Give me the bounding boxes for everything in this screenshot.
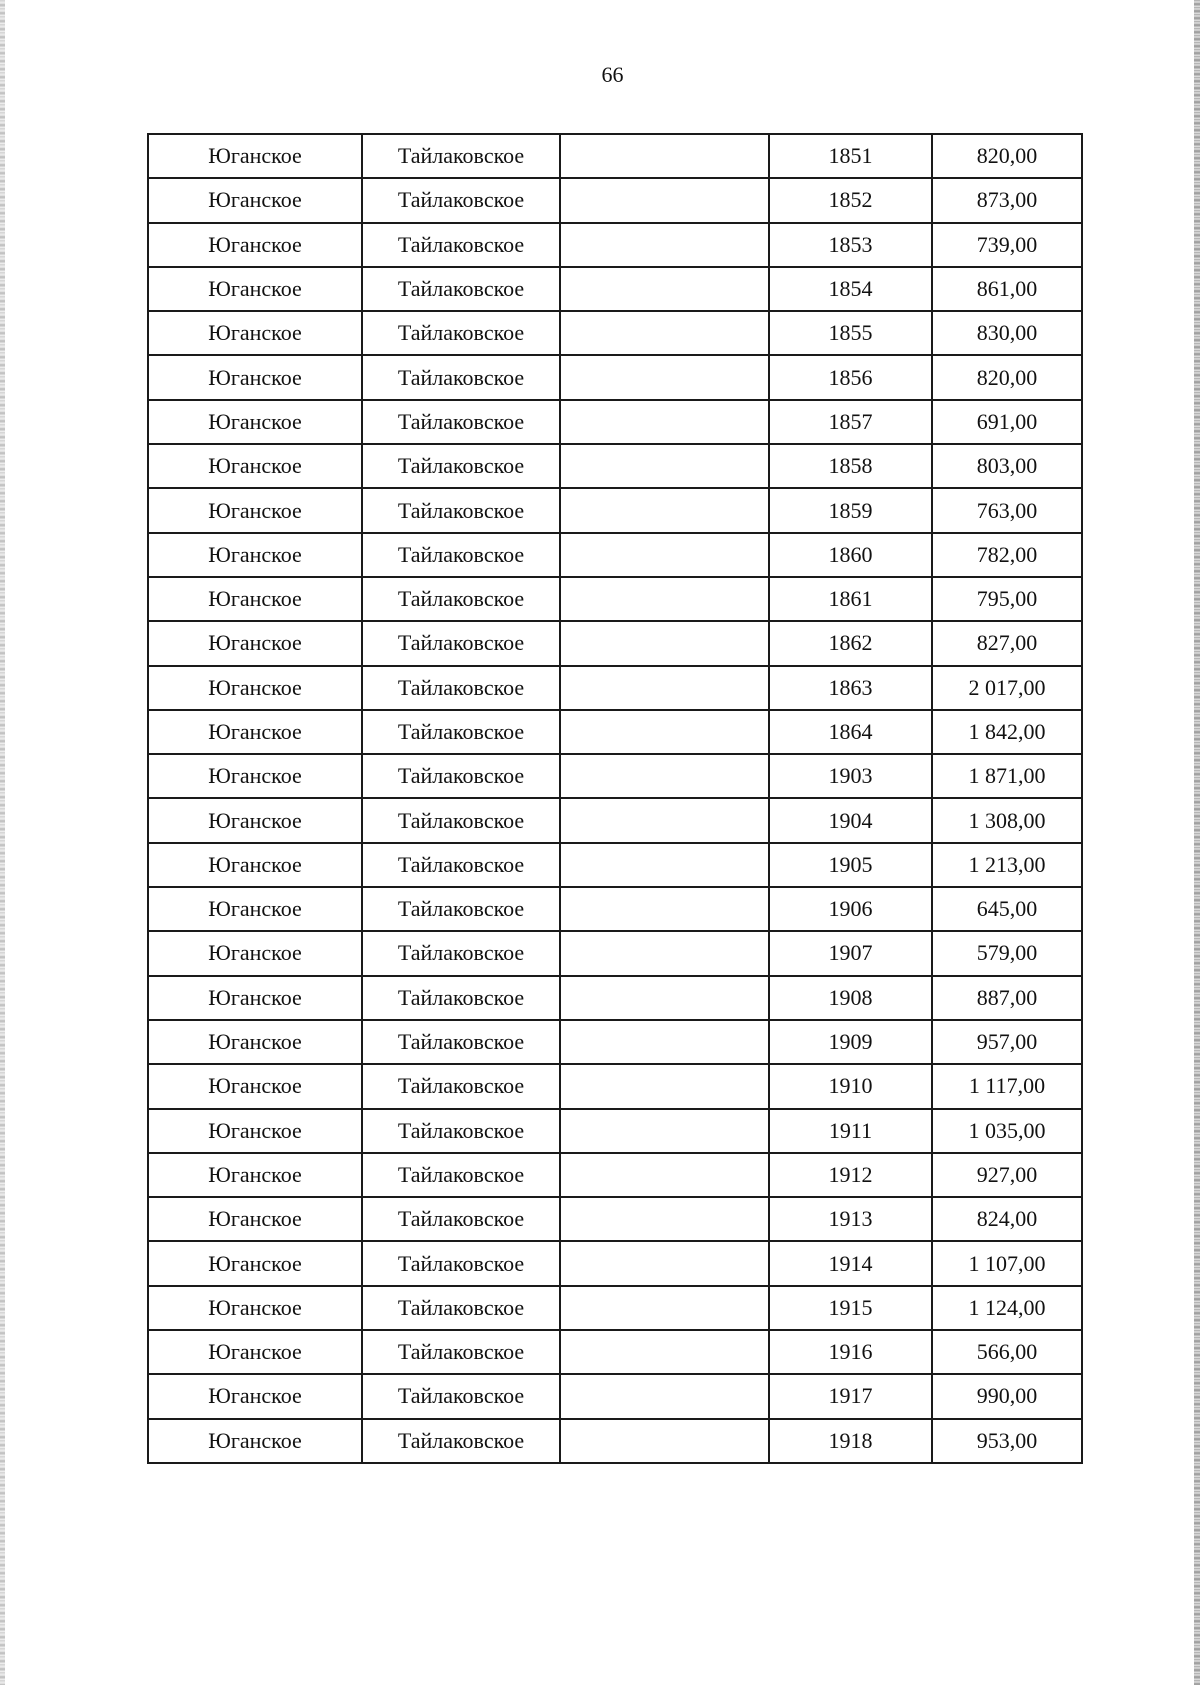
field-name-cell: Юганское [148,1197,362,1241]
table-row [148,223,1082,267]
value-cell: 887,00 [932,976,1082,1020]
value-cell: 795,00 [932,577,1082,621]
empty-cell [560,754,769,798]
license-area-cell: Тайлаковское [362,1374,560,1418]
table-row [148,1064,1082,1108]
well-number-cell: 1909 [769,1020,932,1064]
well-number-cell: 1908 [769,976,932,1020]
license-area-cell: Тайлаковское [362,1153,560,1197]
well-number-cell: 1912 [769,1153,932,1197]
empty-cell [560,1020,769,1064]
value-cell: 830,00 [932,311,1082,355]
value-cell: 1 871,00 [932,754,1082,798]
page-number: 66 [601,62,624,87]
document-table-container [147,133,1083,1464]
value-cell: 824,00 [932,1197,1082,1241]
empty-cell [560,1241,769,1285]
well-number-cell: 1905 [769,843,932,887]
empty-cell [560,577,769,621]
value-cell: 645,00 [932,887,1082,931]
license-area-cell: Тайлаковское [362,1197,560,1241]
empty-cell [560,355,769,399]
value-cell: 1 117,00 [932,1064,1082,1108]
value-cell: 1 213,00 [932,843,1082,887]
value-cell: 990,00 [932,1374,1082,1418]
well-number-cell: 1851 [769,134,932,178]
field-name-cell: Юганское [148,666,362,710]
field-name-cell: Юганское [148,887,362,931]
field-name-cell: Юганское [148,1153,362,1197]
well-number-cell: 1903 [769,754,932,798]
well-number-cell: 1853 [769,223,932,267]
well-number-cell: 1916 [769,1330,932,1374]
value-cell: 803,00 [932,444,1082,488]
table-row [148,1241,1082,1285]
license-area-cell: Тайлаковское [362,311,560,355]
table-row [148,311,1082,355]
field-name-cell: Юганское [148,178,362,222]
value-cell: 827,00 [932,621,1082,665]
license-area-cell: Тайлаковское [362,223,560,267]
empty-cell [560,1286,769,1330]
table-row [148,577,1082,621]
license-area-cell: Тайлаковское [362,577,560,621]
value-cell: 953,00 [932,1419,1082,1463]
field-name-cell: Юганское [148,1330,362,1374]
empty-cell [560,1109,769,1153]
empty-cell [560,1419,769,1463]
well-number-cell: 1859 [769,488,932,532]
well-number-cell: 1854 [769,267,932,311]
value-cell: 927,00 [932,1153,1082,1197]
well-number-cell: 1917 [769,1374,932,1418]
value-cell: 691,00 [932,400,1082,444]
license-area-cell: Тайлаковское [362,1330,560,1374]
field-name-cell: Юганское [148,577,362,621]
value-cell: 1 308,00 [932,798,1082,842]
license-area-cell: Тайлаковское [362,533,560,577]
field-name-cell: Юганское [148,1374,362,1418]
table-body [148,134,1082,1463]
well-number-cell: 1904 [769,798,932,842]
table-row [148,355,1082,399]
table-row [148,931,1082,975]
empty-cell [560,843,769,887]
table-row [148,1109,1082,1153]
license-area-cell: Тайлаковское [362,488,560,532]
table-row [148,267,1082,311]
empty-cell [560,931,769,975]
well-number-cell: 1852 [769,178,932,222]
table-row [148,843,1082,887]
value-cell: 1 124,00 [932,1286,1082,1330]
field-name-cell: Юганское [148,843,362,887]
table-row [148,1419,1082,1463]
license-area-cell: Тайлаковское [362,798,560,842]
empty-cell [560,134,769,178]
well-number-cell: 1913 [769,1197,932,1241]
empty-cell [560,798,769,842]
license-area-cell: Тайлаковское [362,1419,560,1463]
table-row [148,621,1082,665]
license-area-cell: Тайлаковское [362,1064,560,1108]
empty-cell [560,488,769,532]
well-number-cell: 1855 [769,311,932,355]
table-row [148,754,1082,798]
well-number-cell: 1860 [769,533,932,577]
empty-cell [560,887,769,931]
well-number-cell: 1911 [769,1109,932,1153]
field-name-cell: Юганское [148,1064,362,1108]
field-name-cell: Юганское [148,1419,362,1463]
well-number-cell: 1862 [769,621,932,665]
table-row [148,887,1082,931]
empty-cell [560,666,769,710]
empty-cell [560,1197,769,1241]
field-name-cell: Юганское [148,1241,362,1285]
value-cell: 820,00 [932,134,1082,178]
well-number-cell: 1856 [769,355,932,399]
empty-cell [560,1153,769,1197]
well-number-cell: 1863 [769,666,932,710]
value-cell: 820,00 [932,355,1082,399]
table-row [148,1330,1082,1374]
license-area-cell: Тайлаковское [362,400,560,444]
well-number-cell: 1907 [769,931,932,975]
field-name-cell: Юганское [148,1109,362,1153]
field-name-cell: Юганское [148,488,362,532]
table-row [148,1020,1082,1064]
table-row [148,533,1082,577]
well-number-cell: 1915 [769,1286,932,1330]
empty-cell [560,223,769,267]
value-cell: 1 107,00 [932,1241,1082,1285]
license-area-cell: Тайлаковское [362,887,560,931]
empty-cell [560,976,769,1020]
field-name-cell: Юганское [148,355,362,399]
well-number-cell: 1858 [769,444,932,488]
empty-cell [560,1064,769,1108]
empty-cell [560,444,769,488]
license-area-cell: Тайлаковское [362,754,560,798]
license-area-cell: Тайлаковское [362,1020,560,1064]
license-area-cell: Тайлаковское [362,931,560,975]
value-cell: 763,00 [932,488,1082,532]
value-cell: 782,00 [932,533,1082,577]
license-area-cell: Тайлаковское [362,976,560,1020]
value-cell: 739,00 [932,223,1082,267]
value-cell: 1 842,00 [932,710,1082,754]
license-area-cell: Тайлаковское [362,178,560,222]
value-cell: 2 017,00 [932,666,1082,710]
well-number-cell: 1857 [769,400,932,444]
table-row [148,666,1082,710]
field-name-cell: Юганское [148,533,362,577]
empty-cell [560,178,769,222]
value-cell: 957,00 [932,1020,1082,1064]
license-area-cell: Тайлаковское [362,134,560,178]
table-row [148,134,1082,178]
value-cell: 566,00 [932,1330,1082,1374]
value-cell: 873,00 [932,178,1082,222]
empty-cell [560,533,769,577]
field-name-cell: Юганское [148,223,362,267]
table-row [148,1286,1082,1330]
empty-cell [560,400,769,444]
field-name-cell: Юганское [148,931,362,975]
table-row [148,1153,1082,1197]
license-area-cell: Тайлаковское [362,1241,560,1285]
table-row [148,488,1082,532]
wells-table [147,133,1083,1464]
table-row [148,178,1082,222]
field-name-cell: Юганское [148,621,362,665]
table-row [148,798,1082,842]
field-name-cell: Юганское [148,1286,362,1330]
scan-edge-left [0,0,5,1685]
field-name-cell: Юганское [148,134,362,178]
field-name-cell: Юганское [148,400,362,444]
field-name-cell: Юганское [148,710,362,754]
empty-cell [560,267,769,311]
license-area-cell: Тайлаковское [362,444,560,488]
well-number-cell: 1864 [769,710,932,754]
well-number-cell: 1914 [769,1241,932,1285]
field-name-cell: Юганское [148,754,362,798]
table-row [148,1197,1082,1241]
field-name-cell: Юганское [148,311,362,355]
well-number-cell: 1906 [769,887,932,931]
empty-cell [560,1330,769,1374]
empty-cell [560,1374,769,1418]
well-number-cell: 1910 [769,1064,932,1108]
value-cell: 861,00 [932,267,1082,311]
license-area-cell: Тайлаковское [362,621,560,665]
field-name-cell: Юганское [148,1020,362,1064]
empty-cell [560,311,769,355]
field-name-cell: Юганское [148,267,362,311]
value-cell: 579,00 [932,931,1082,975]
license-area-cell: Тайлаковское [362,666,560,710]
license-area-cell: Тайлаковское [362,1109,560,1153]
table-row [148,444,1082,488]
value-cell: 1 035,00 [932,1109,1082,1153]
field-name-cell: Юганское [148,444,362,488]
empty-cell [560,710,769,754]
license-area-cell: Тайлаковское [362,1286,560,1330]
well-number-cell: 1861 [769,577,932,621]
table-row [148,976,1082,1020]
field-name-cell: Юганское [148,798,362,842]
license-area-cell: Тайлаковское [362,843,560,887]
table-row [148,1374,1082,1418]
license-area-cell: Тайлаковское [362,267,560,311]
well-number-cell: 1918 [769,1419,932,1463]
license-area-cell: Тайлаковское [362,355,560,399]
table-row [148,710,1082,754]
license-area-cell: Тайлаковское [362,710,560,754]
table-row [148,400,1082,444]
empty-cell [560,621,769,665]
scan-edge-right [1194,0,1200,1685]
field-name-cell: Юганское [148,976,362,1020]
